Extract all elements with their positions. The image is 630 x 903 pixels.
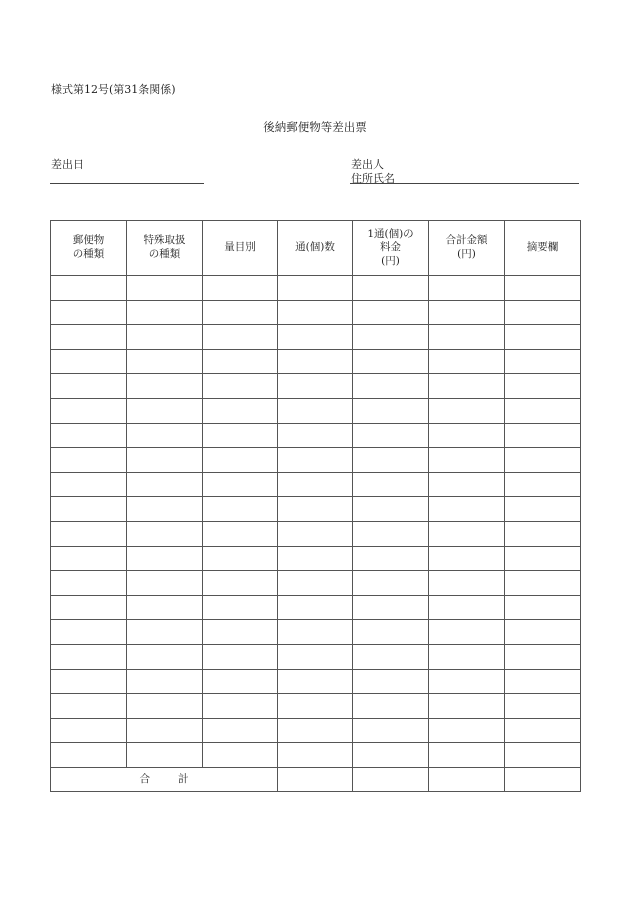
table-cell[interactable] [203, 423, 278, 448]
table-cell[interactable] [203, 743, 278, 768]
table-cell[interactable] [278, 743, 353, 768]
table-cell[interactable] [203, 595, 278, 620]
table-cell[interactable] [505, 448, 581, 473]
table-cell[interactable] [127, 497, 203, 522]
table-cell[interactable] [278, 644, 353, 669]
table-cell[interactable] [278, 423, 353, 448]
table-cell[interactable] [278, 448, 353, 473]
table-cell[interactable] [429, 374, 505, 399]
table-cell[interactable] [429, 276, 505, 301]
column-header-line: 1通(個)の [367, 227, 414, 240]
table-cell[interactable] [353, 398, 429, 423]
table-cell[interactable] [127, 718, 203, 743]
table-cell[interactable] [203, 718, 278, 743]
table-cell[interactable] [127, 595, 203, 620]
table-cell[interactable] [505, 423, 581, 448]
table-cell[interactable] [51, 718, 127, 743]
table-cell[interactable] [505, 521, 581, 546]
total-cell[interactable] [278, 767, 353, 792]
column-header-line: 郵便物 [72, 234, 105, 247]
column-header-line: (円) [457, 248, 476, 260]
table-cell[interactable] [203, 448, 278, 473]
table-cell[interactable] [429, 497, 505, 522]
table-cell[interactable] [127, 620, 203, 645]
table-cell[interactable] [51, 644, 127, 669]
table-cell[interactable] [203, 669, 278, 694]
table-cell[interactable] [203, 521, 278, 546]
table-cell[interactable] [278, 620, 353, 645]
table-cell[interactable] [429, 300, 505, 325]
table-row [51, 521, 581, 546]
table-row [51, 398, 581, 423]
table-cell[interactable] [505, 743, 581, 768]
table-cell[interactable] [203, 374, 278, 399]
table-cell[interactable] [127, 644, 203, 669]
table-cell[interactable] [51, 546, 127, 571]
column-header-line: 特殊取扱 [143, 234, 186, 247]
table-cell[interactable] [278, 521, 353, 546]
table-cell[interactable] [127, 423, 203, 448]
table-row [51, 546, 581, 571]
column-header-line: 量目別 [224, 241, 256, 254]
column-header [353, 221, 429, 276]
table-cell[interactable] [203, 300, 278, 325]
table-cell[interactable] [505, 398, 581, 423]
table-cell[interactable] [203, 497, 278, 522]
table-row [51, 743, 581, 768]
table-row [51, 276, 581, 301]
table-cell[interactable] [51, 472, 127, 497]
table-cell[interactable] [429, 669, 505, 694]
table-cell[interactable] [51, 497, 127, 522]
column-header-line: 合計金額 [445, 234, 488, 247]
total-label-part: 計 [178, 772, 189, 785]
table-cell[interactable] [203, 349, 278, 374]
table-cell[interactable] [353, 644, 429, 669]
table-row [51, 472, 581, 497]
table-cell[interactable] [353, 546, 429, 571]
table-cell[interactable] [127, 743, 203, 768]
table-cell[interactable] [203, 620, 278, 645]
table-cell[interactable] [127, 325, 203, 350]
table-cell[interactable] [429, 472, 505, 497]
column-header [278, 221, 353, 276]
table-cell[interactable] [353, 571, 429, 596]
table-cell[interactable] [278, 694, 353, 719]
table-cell[interactable] [278, 276, 353, 301]
table-cell[interactable] [353, 620, 429, 645]
table-cell[interactable] [353, 423, 429, 448]
table-cell[interactable] [278, 349, 353, 374]
table-cell[interactable] [429, 349, 505, 374]
table-row [51, 571, 581, 596]
table-cell[interactable] [429, 521, 505, 546]
table-cell[interactable] [51, 571, 127, 596]
table-cell[interactable] [51, 743, 127, 768]
table-cell[interactable] [505, 276, 581, 301]
table-row [51, 718, 581, 743]
table-cell[interactable] [278, 669, 353, 694]
total-cell[interactable] [505, 767, 581, 792]
column-header-line: 料金 [380, 241, 401, 254]
table-cell[interactable] [429, 620, 505, 645]
table-cell[interactable] [203, 398, 278, 423]
table-header-row [51, 221, 581, 276]
table-cell[interactable] [353, 718, 429, 743]
table-cell[interactable] [127, 374, 203, 399]
column-header-line: (円) [381, 254, 400, 267]
table-cell[interactable] [278, 398, 353, 423]
shipment-table [50, 220, 581, 792]
column-header [203, 221, 278, 276]
address-field[interactable] [350, 183, 579, 184]
table-cell[interactable] [353, 349, 429, 374]
table-row [51, 423, 581, 448]
table-cell[interactable] [51, 374, 127, 399]
table-cell[interactable] [353, 497, 429, 522]
table-cell[interactable] [505, 325, 581, 350]
total-row [51, 767, 581, 792]
table-cell[interactable] [278, 718, 353, 743]
table-cell[interactable] [429, 546, 505, 571]
table-cell[interactable] [51, 398, 127, 423]
table-cell[interactable] [278, 472, 353, 497]
table-cell[interactable] [353, 325, 429, 350]
table-cell[interactable] [505, 595, 581, 620]
table-row [51, 300, 581, 325]
table-row [51, 669, 581, 694]
page-title: 後納郵便物等差出票 [263, 120, 367, 134]
table-cell[interactable] [505, 571, 581, 596]
table-cell[interactable] [505, 669, 581, 694]
sender-label: 差出人 [351, 158, 384, 171]
table-cell[interactable] [278, 546, 353, 571]
table-cell[interactable] [51, 276, 127, 301]
table-cell[interactable] [51, 448, 127, 473]
table-cell[interactable] [51, 521, 127, 546]
table-cell[interactable] [203, 546, 278, 571]
table-cell[interactable] [353, 595, 429, 620]
table-cell[interactable] [51, 300, 127, 325]
table-cell[interactable] [505, 718, 581, 743]
table-row [51, 374, 581, 399]
column-header-line: 摘要欄 [526, 241, 559, 254]
table-cell[interactable] [353, 694, 429, 719]
table-cell[interactable] [127, 472, 203, 497]
table-cell[interactable] [278, 300, 353, 325]
table-cell[interactable] [429, 448, 505, 473]
table-cell[interactable] [353, 276, 429, 301]
table-row [51, 349, 581, 374]
table-cell[interactable] [203, 694, 278, 719]
total-cell[interactable] [353, 767, 429, 792]
table-row [51, 644, 581, 669]
table-cell[interactable] [429, 595, 505, 620]
total-cell[interactable] [429, 767, 505, 792]
table-cell[interactable] [51, 620, 127, 645]
column-header [127, 221, 203, 276]
total-label-part: 合 [139, 772, 150, 785]
column-header-line: 通(個)数 [295, 241, 335, 254]
table-row [51, 325, 581, 350]
table-cell[interactable] [353, 743, 429, 768]
table-cell[interactable] [203, 571, 278, 596]
table-cell[interactable] [429, 718, 505, 743]
column-header-line: の種類 [148, 248, 181, 260]
table-cell[interactable] [429, 423, 505, 448]
table-cell[interactable] [51, 595, 127, 620]
table-cell[interactable] [127, 571, 203, 596]
table-cell[interactable] [429, 325, 505, 350]
table-row [51, 497, 581, 522]
table-cell[interactable] [278, 325, 353, 350]
table-row [51, 448, 581, 473]
table-row [51, 694, 581, 719]
table-cell[interactable] [429, 644, 505, 669]
table-cell[interactable] [127, 669, 203, 694]
table-cell[interactable] [429, 398, 505, 423]
table-cell[interactable] [127, 300, 203, 325]
form-number: 様式第12号(第31条関係) [51, 83, 176, 96]
table-cell[interactable] [203, 325, 278, 350]
table-cell[interactable] [353, 472, 429, 497]
table-cell[interactable] [505, 620, 581, 645]
table-row [51, 620, 581, 645]
table-cell[interactable] [429, 743, 505, 768]
table-cell[interactable] [505, 546, 581, 571]
column-header [505, 221, 581, 276]
table-cell[interactable] [127, 276, 203, 301]
address-label: 住所氏名 [351, 172, 395, 185]
column-header [429, 221, 505, 276]
table-cell[interactable] [127, 521, 203, 546]
column-header-line: の種類 [72, 248, 105, 260]
table-cell[interactable] [429, 571, 505, 596]
table-cell[interactable] [203, 472, 278, 497]
table-cell[interactable] [51, 325, 127, 350]
total-label [51, 767, 278, 792]
date-label: 差出日 [51, 158, 84, 171]
table-cell[interactable] [505, 472, 581, 497]
table-cell[interactable] [429, 694, 505, 719]
table-cell[interactable] [51, 423, 127, 448]
table-cell[interactable] [505, 694, 581, 719]
table-cell[interactable] [203, 644, 278, 669]
table-cell[interactable] [51, 669, 127, 694]
table-cell[interactable] [353, 300, 429, 325]
table-cell[interactable] [353, 521, 429, 546]
table-cell[interactable] [505, 644, 581, 669]
date-field[interactable] [50, 183, 204, 184]
table-cell[interactable] [127, 349, 203, 374]
table-cell[interactable] [505, 497, 581, 522]
table-cell[interactable] [51, 694, 127, 719]
table-cell[interactable] [127, 448, 203, 473]
table-cell[interactable] [353, 448, 429, 473]
table-cell[interactable] [353, 374, 429, 399]
table-cell[interactable] [505, 349, 581, 374]
table-cell[interactable] [278, 571, 353, 596]
table-cell[interactable] [278, 374, 353, 399]
table-row [51, 595, 581, 620]
table-cell[interactable] [127, 694, 203, 719]
table-cell[interactable] [505, 300, 581, 325]
table-cell[interactable] [127, 398, 203, 423]
table-cell[interactable] [505, 374, 581, 399]
table-cell[interactable] [127, 546, 203, 571]
table-cell[interactable] [278, 497, 353, 522]
column-header [51, 221, 127, 276]
table-cell[interactable] [353, 669, 429, 694]
table-cell[interactable] [203, 276, 278, 301]
table-cell[interactable] [278, 595, 353, 620]
table-cell[interactable] [51, 349, 127, 374]
